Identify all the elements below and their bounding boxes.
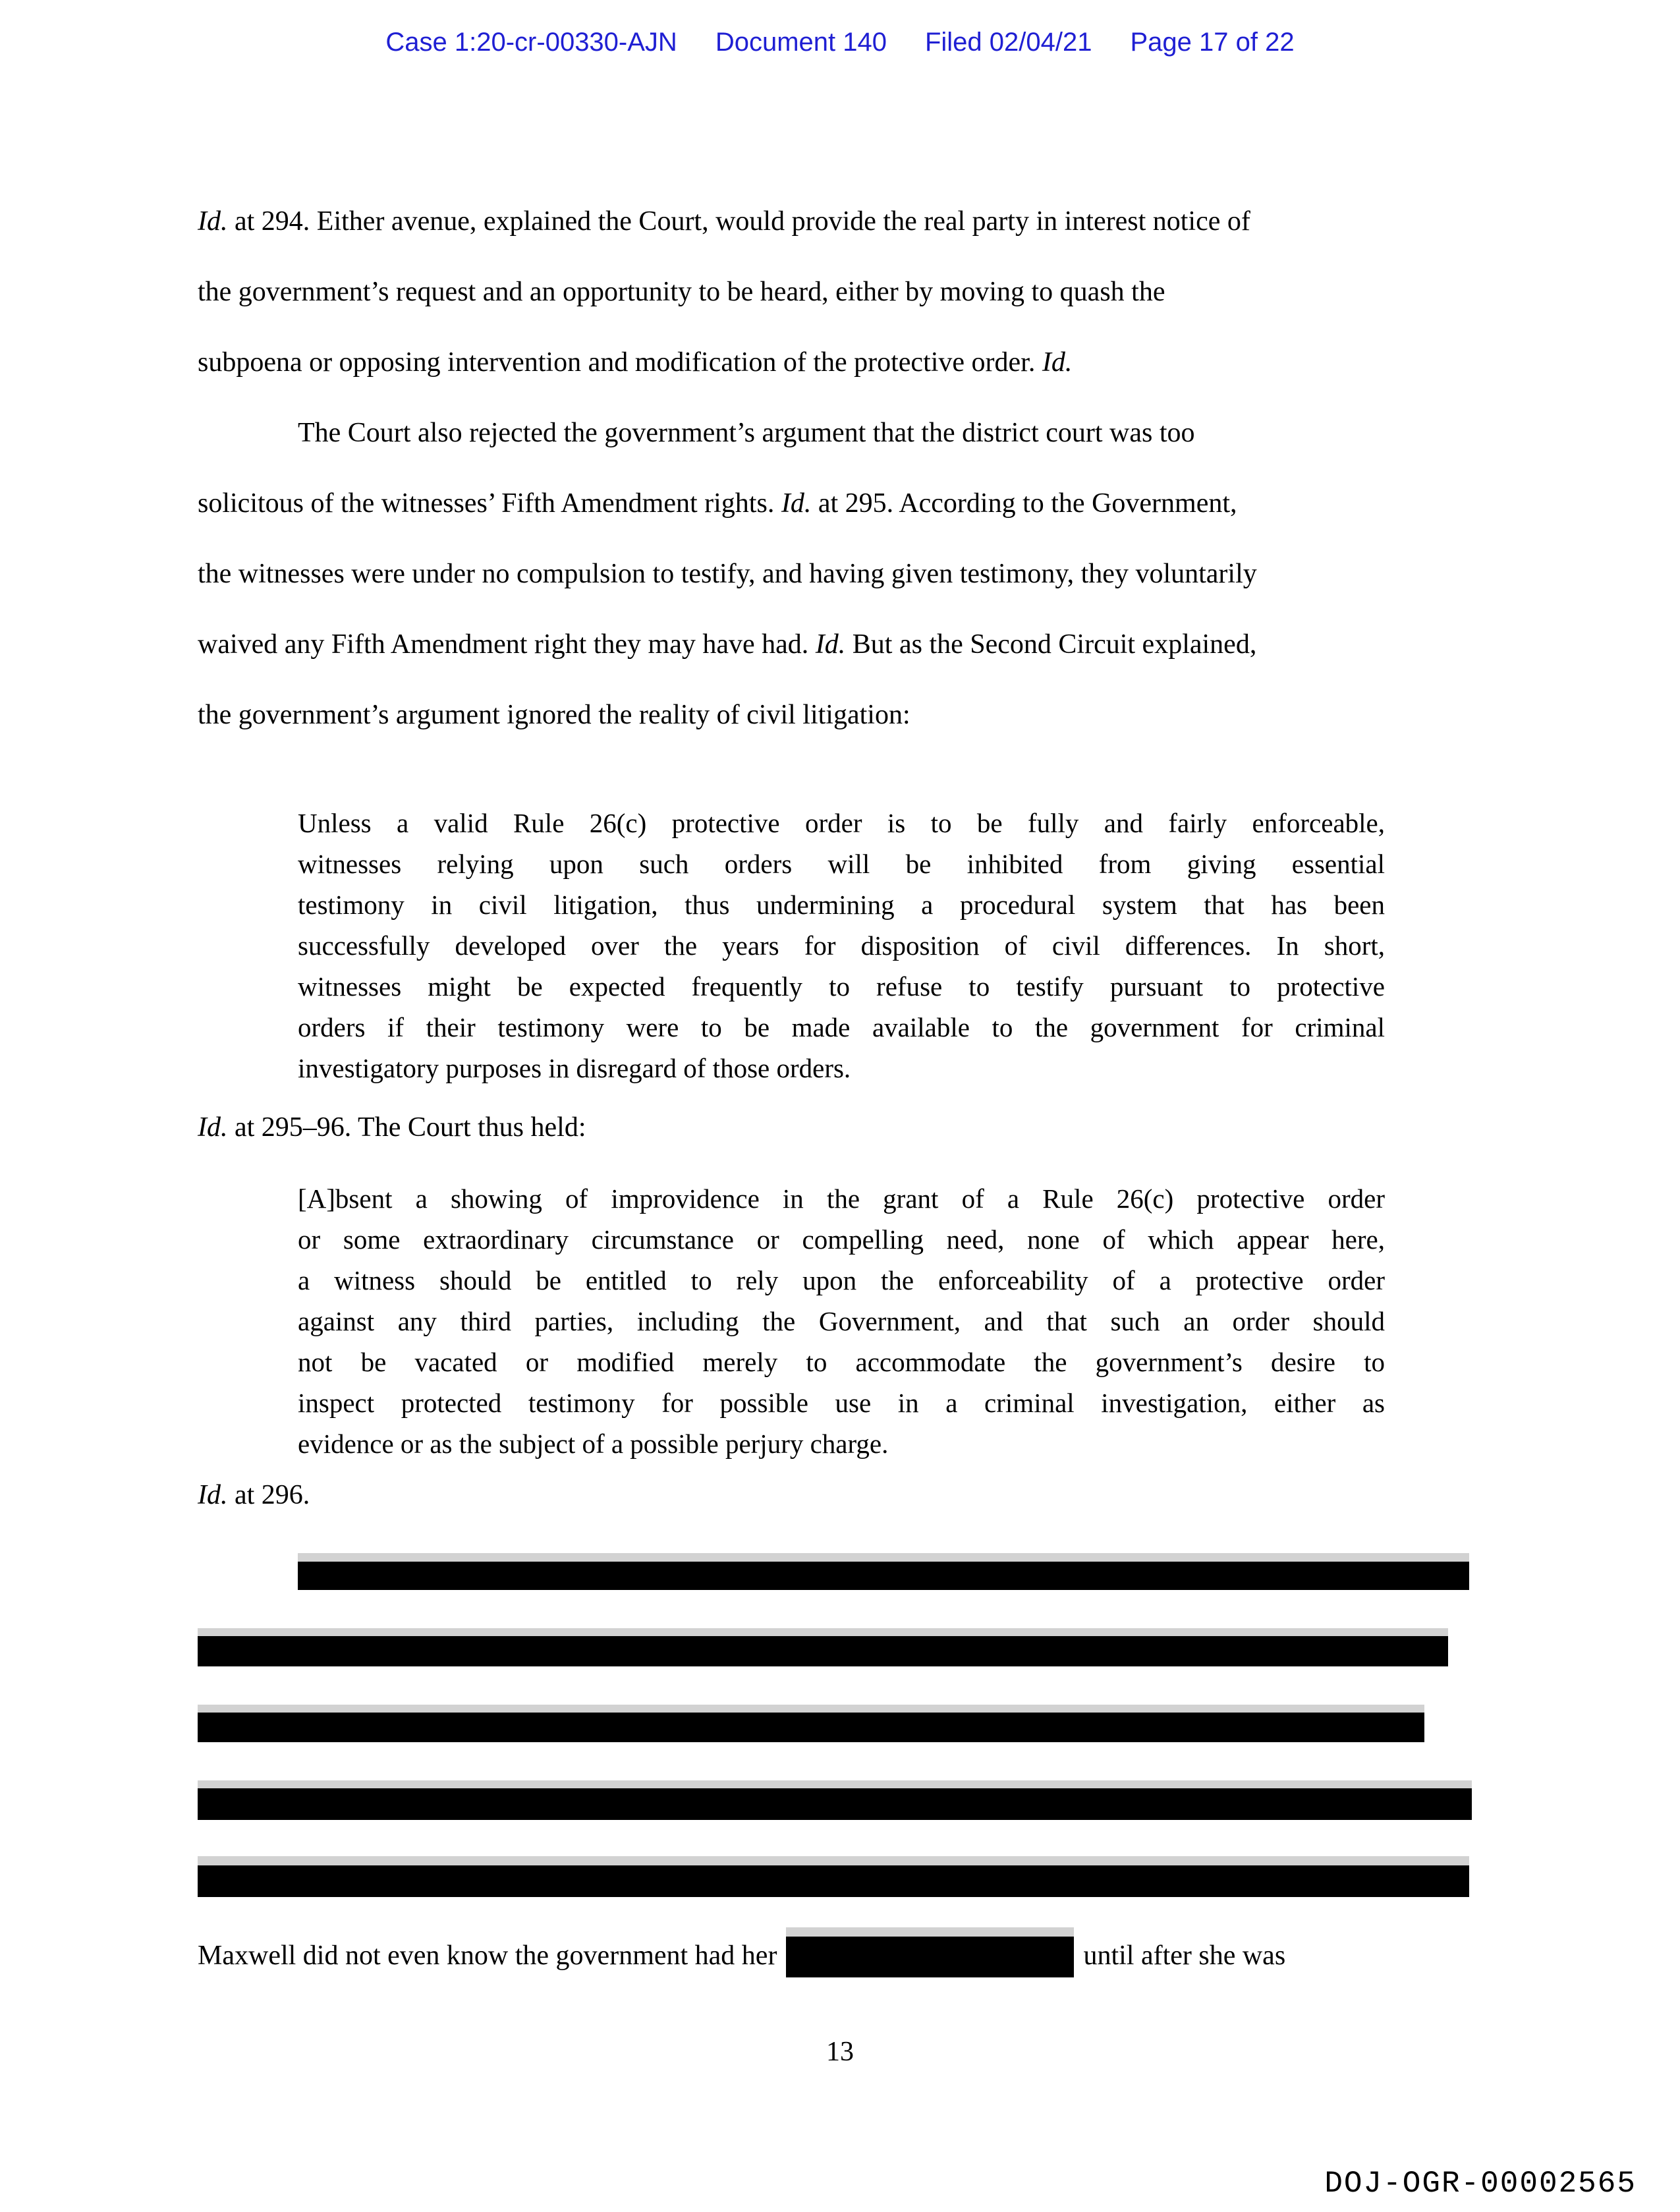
text-line [198,1107,1509,1148]
citation-line-296 [198,1475,1509,1516]
text-line: Unless a valid Rule 26(c) protective order is to be fully and fairly enforceable, [298,808,1385,838]
page-number: 13 [826,2037,854,2067]
text-line: the government’s argument ignored the reality of civil litigation: [198,700,910,730]
text-line: witnesses relying upon such orders will be inhibited from giving essential [298,849,1385,879]
text-segment: waived any Fifth Amendment right they may have had. [198,629,816,660]
document-number: Document 140 [715,28,887,57]
italic-text-segment: Id. [198,1480,228,1510]
redaction-black-bar [198,1788,1472,1820]
redaction-bar-4 [198,1780,1472,1820]
maxwell-text-after: until after she was [1083,1941,1286,1971]
italic-text-segment: Id. [198,206,228,237]
redaction-highlight-strip [198,1628,1448,1636]
filed-date: Filed 02/04/21 [924,28,1092,57]
text-segment: solicitous of the witnesses’ Fifth Amendment rights. [198,488,781,519]
italic-text-segment: Id. [1042,347,1073,378]
text-line [198,327,1509,398]
redaction-bar-5 [198,1856,1469,1897]
text-segment: at 294. Either avenue, explained the Court, would provide the real party in interest notice of [227,206,1250,237]
redaction-bar-3 [198,1705,1424,1742]
redaction-black-bar [198,1636,1448,1666]
paragraph-2 [198,398,1509,751]
text-line: the government’s request and an opportunity to be heard, either by moving to quash the [198,277,1165,307]
text-line: The Court also rejected the government’s argument that the district court was too [298,418,1195,448]
text-segment: at 295. According to the Government, [811,488,1237,519]
italic-text-segment: Id. [815,629,846,660]
redaction-black-bar [198,1713,1424,1742]
text-line [198,610,1509,680]
paragraph-1 [198,186,1509,398]
redaction-black-bar [198,1865,1469,1897]
text-line: witnesses might be expected frequently to refuse to testify pursuant to protective [298,971,1385,1002]
redaction-highlight-strip [198,1856,1469,1865]
text-line: not be vacated or modified merely to accommodate the government’s desire to [298,1347,1385,1377]
redaction-black-bar [298,1562,1469,1590]
text-segment: at 295–96. The Court thus held: [227,1112,586,1143]
citation-line-295-96 [198,1107,1509,1148]
text-line [198,186,1509,257]
italic-text-segment: Id. [198,1112,228,1143]
redaction-bar-2 [198,1628,1448,1666]
text-line: orders if their testimony were to be made available to the government for criminal [298,1012,1385,1042]
bates-number: DOJ-OGR-00002565 [1324,2167,1637,2201]
text-line: [A]bsent a showing of improvidence in the grant of a Rule 26(c) protective order [298,1183,1385,1214]
text-line: testimony in civil litigation, thus undermining a procedural system that has been [298,890,1385,920]
text-line [198,1475,1509,1516]
text-line: investigatory purposes in disregard of those orders. [298,1053,851,1083]
case-number: Case 1:20-cr-00330-AJN [385,28,677,57]
body-line-with-inline-redaction [198,1927,1515,1981]
ecf-header-stamp [0,28,1680,57]
text-line: the witnesses were under no compulsion to testify, and having given testimony, they voluntarily [198,559,1257,589]
redaction-highlight-strip [198,1705,1424,1713]
text-line: evidence or as the subject of a possible perjury charge. [298,1429,889,1459]
redaction-bar-1 [298,1553,1469,1590]
block-quote-1 [298,803,1385,1089]
redaction-highlight-strip [298,1553,1469,1562]
text-segment: at 296. [227,1480,310,1510]
text-segment: But as the Second Circuit explained, [845,629,1257,660]
text-line: successfully developed over the years for disposition of civil differences. In short, [298,930,1385,961]
text-segment: subpoena or opposing intervention and modification of the protective order. [198,347,1042,378]
redaction-highlight-strip [198,1780,1472,1788]
text-line: inspect protected testimony for possible use in a criminal investigation, either as [298,1388,1385,1418]
block-quote-2 [298,1178,1385,1464]
text-line: against any third parties, including the Government, and that such an order should [298,1306,1385,1336]
text-line: a witness should be entitled to rely upon the enforceability of a protective order [298,1265,1385,1295]
text-line: or some extraordinary circumstance or compelling need, none of which appear here, [298,1224,1385,1255]
inline-redaction-box [786,1927,1074,1977]
maxwell-text-before: Maxwell did not even know the government had her [198,1941,777,1971]
italic-text-segment: Id. [781,488,812,519]
text-line [198,468,1509,539]
page-indicator: Page 17 of 22 [1130,28,1295,57]
